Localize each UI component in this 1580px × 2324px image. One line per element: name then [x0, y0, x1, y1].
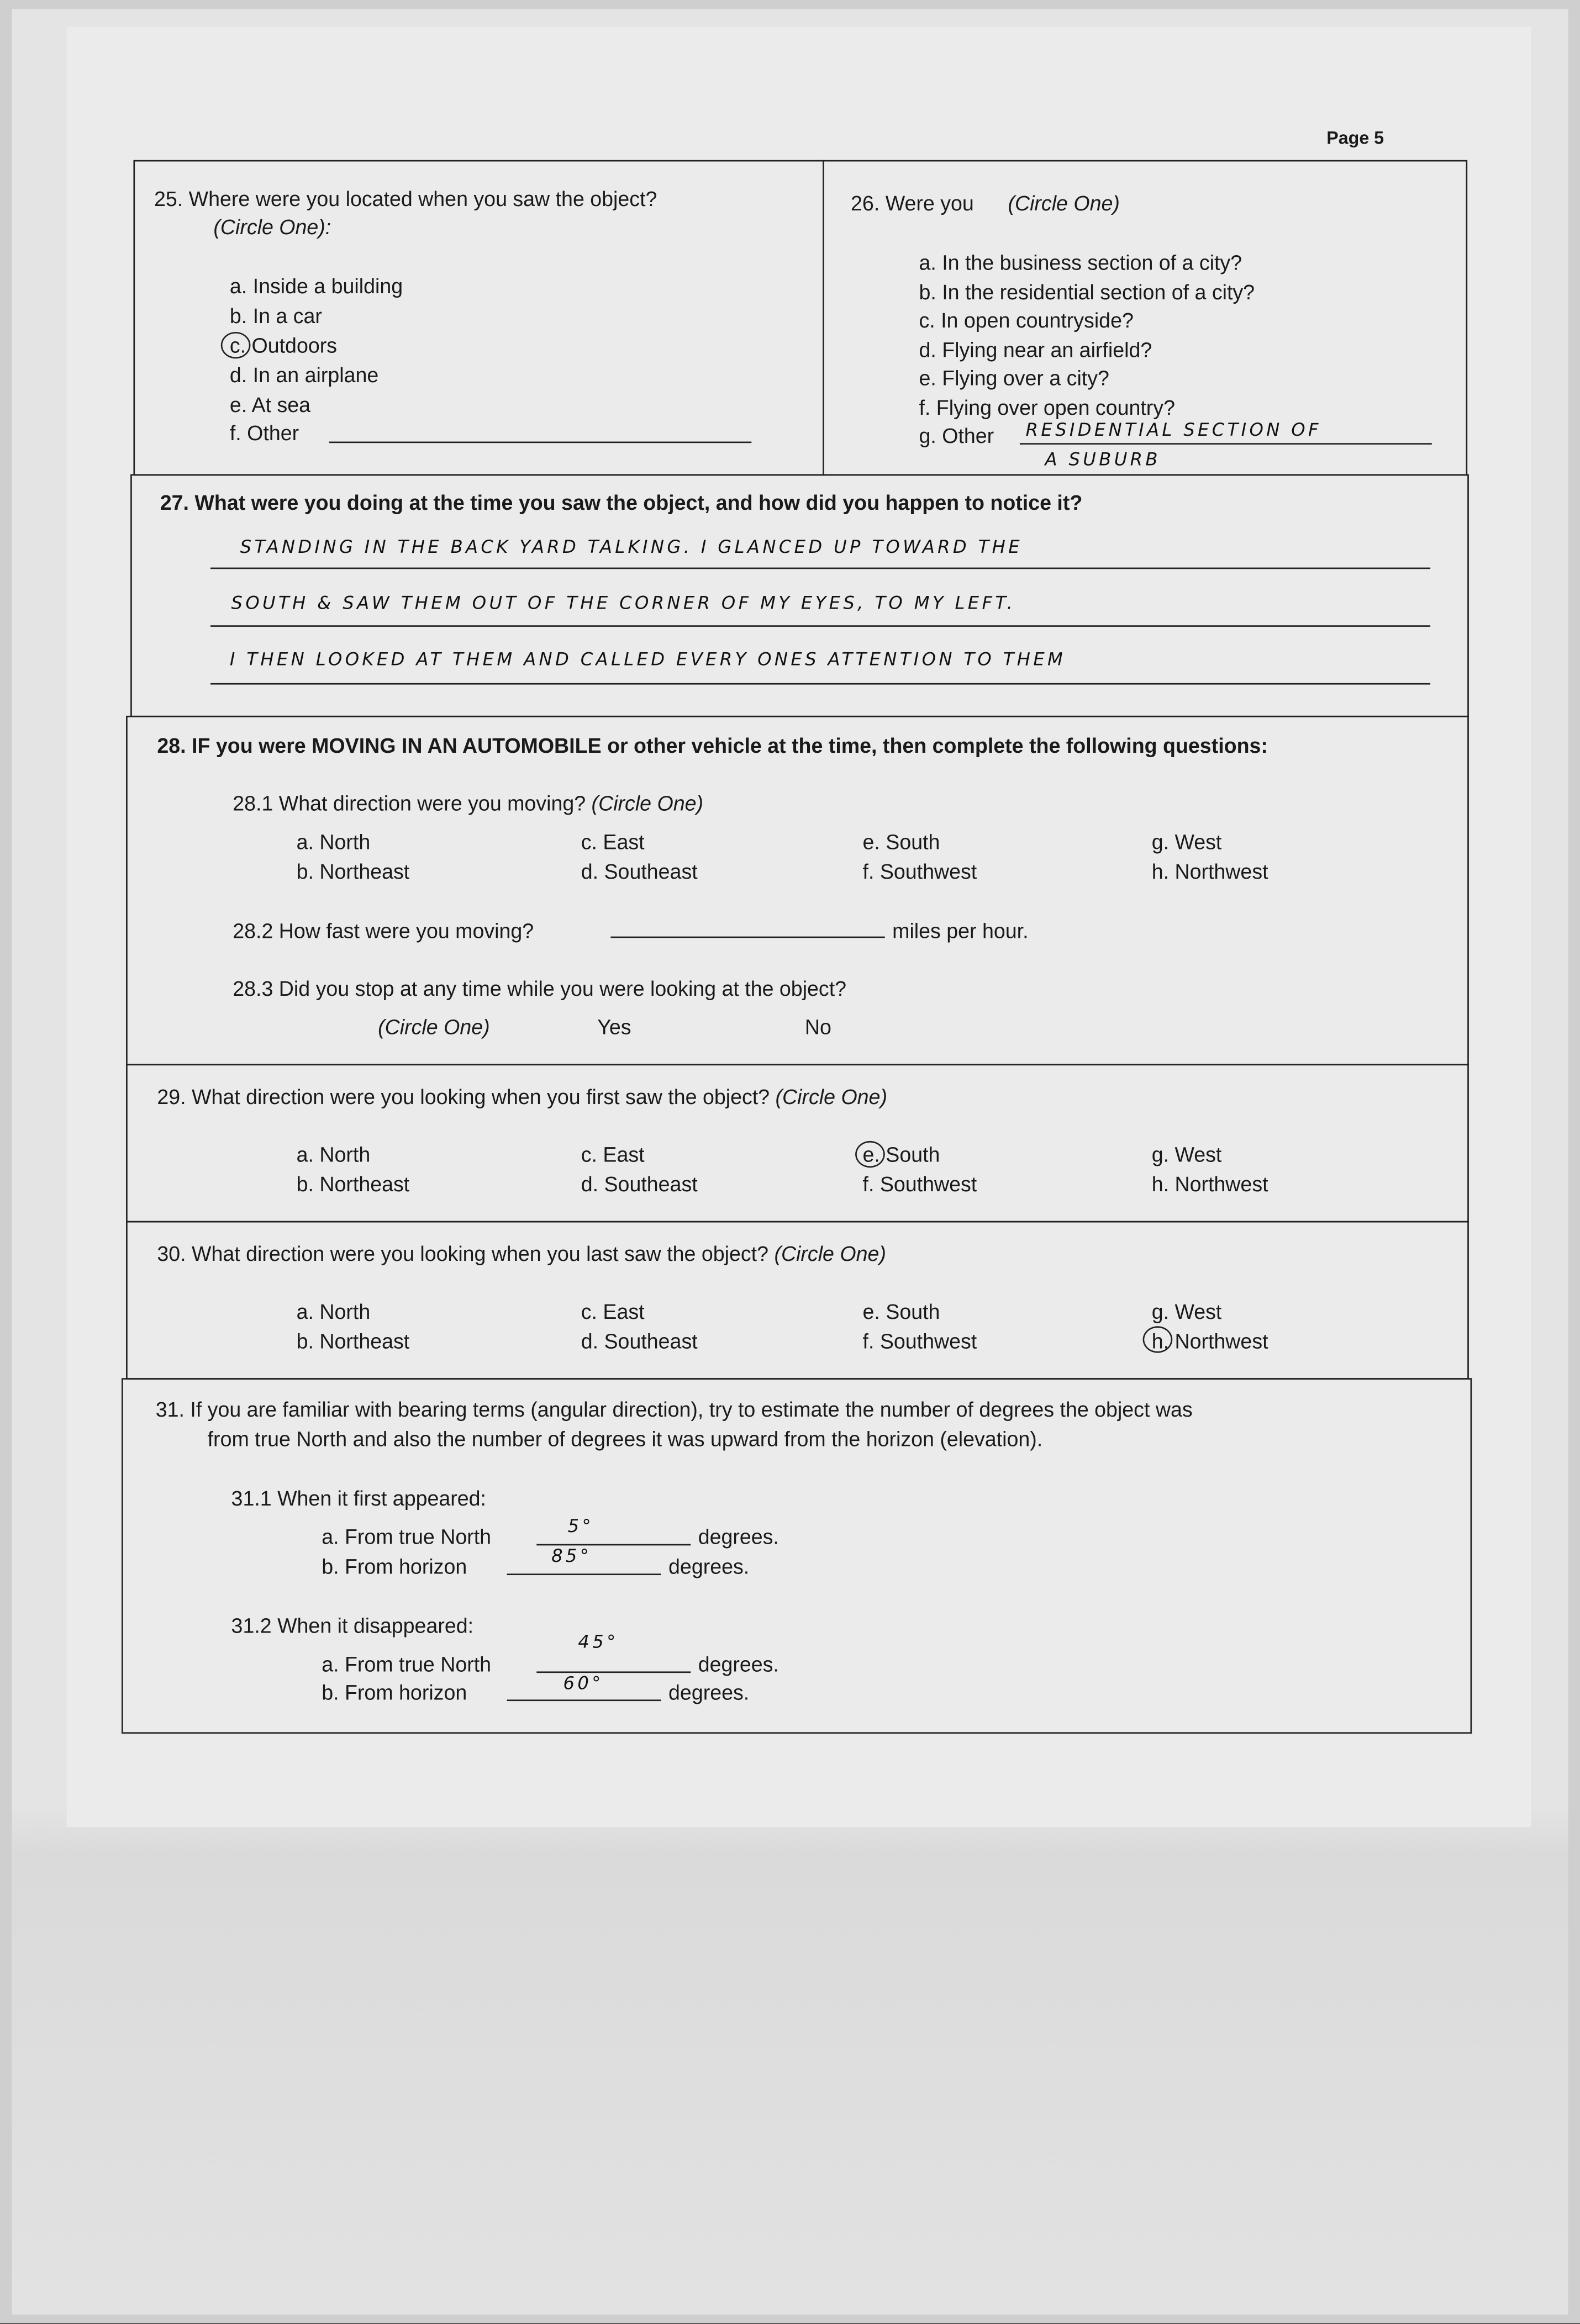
q28-2-label: 28.2 How fast were you moving? [233, 918, 534, 943]
q27-answer-line1: STANDING IN THE BACK YARD TALKING. I GLANCED UP TOWARD THE [240, 536, 1023, 557]
q26-option-g[interactable]: g. Other [919, 424, 994, 448]
q30-question [157, 1243, 886, 1264]
q26-other-answer-line2: A SUBURB [1045, 448, 1161, 470]
q29-option-a[interactable]: a. North [296, 1142, 371, 1166]
q25-option-d[interactable]: d. In an airplane [229, 363, 379, 387]
q28-3-circle: (Circle One) [378, 1015, 490, 1039]
q31-1-label: 31.1 When it first appeared: [231, 1486, 487, 1510]
q29-option-e[interactable]: e. South [862, 1142, 940, 1166]
q27-answer-rule [210, 568, 1430, 569]
q26-other-answer-line1: RESIDENTIAL SECTION OF [1025, 419, 1321, 440]
q26-other-field[interactable] [1020, 443, 1432, 445]
q28-1-label: 28.1 What direction were you moving? [233, 791, 586, 815]
page-number: Page 5 [1326, 127, 1384, 149]
q30-circle: (Circle One) [774, 1242, 886, 1266]
q31-1-a-value: 5° [567, 1515, 594, 1537]
q26-option-b[interactable]: b. In the residential section of a city? [919, 280, 1255, 304]
q26-circle-instruction: (Circle One) [1008, 191, 1120, 215]
q29-selected-circle [855, 1141, 885, 1168]
q25-selected-circle [221, 332, 251, 358]
q31-2-a-value: 45° [578, 1631, 619, 1652]
q28-2-suffix: miles per hour. [892, 918, 1029, 943]
q26-option-c[interactable]: c. In open countryside? [919, 308, 1134, 332]
q28-2-speed-field[interactable] [610, 937, 884, 938]
q28-box [126, 716, 1469, 1065]
q28-1-option-a[interactable]: a. North [296, 830, 371, 854]
q30-option-c[interactable]: c. East [581, 1299, 645, 1323]
q29-option-g[interactable]: g. West [1151, 1142, 1222, 1166]
q25-option-f[interactable]: f. Other [229, 420, 299, 445]
q27-answer-line2: SOUTH & SAW THEM OUT OF THE CORNER OF MY EYES, TO MY LEFT. [231, 593, 1016, 614]
q29-option-h[interactable]: h. Northwest [1151, 1172, 1268, 1196]
q26-option-e[interactable]: e. Flying over a city? [919, 366, 1109, 390]
q31-1-a-label: a. From true North [322, 1524, 492, 1549]
q30-option-f[interactable]: f. Southwest [862, 1329, 977, 1353]
q27-question: 27. What were you doing at the time you saw the object, and how did you happen to notice it? [160, 490, 1083, 515]
q28-1-question [233, 793, 703, 814]
q25-question: 25. Where were you located when you saw the object? [154, 187, 657, 210]
q30-option-e[interactable]: e. South [862, 1299, 940, 1323]
q29-circle: (Circle One) [775, 1084, 887, 1108]
q30-option-d[interactable]: d. Southeast [581, 1329, 698, 1353]
q30-option-a[interactable]: a. North [296, 1299, 371, 1323]
q30-option-b[interactable]: b. Northeast [296, 1329, 410, 1353]
q29-option-b[interactable]: b. Northeast [296, 1172, 410, 1196]
q28-question-caps: MOVING IN AN AUTOMOBILE [312, 733, 602, 758]
q31-1-b-label: b. From horizon [322, 1554, 467, 1578]
q27-answer-line3: I THEN LOOKED AT THEM AND CALLED EVERY ONES ATTENTION TO THEM [229, 649, 1066, 670]
q31-1-a-unit: degrees. [698, 1524, 779, 1549]
q27-answer-rule [210, 625, 1430, 627]
q31-2-b-field[interactable] [507, 1699, 661, 1701]
q25-option-b[interactable]: b. In a car [229, 304, 322, 328]
q30-selected-circle [1143, 1326, 1173, 1353]
q31-2-label: 31.2 When it disappeared: [231, 1613, 474, 1638]
q25-circle-instruction: (Circle One): [213, 215, 331, 239]
q30-option-g[interactable]: g. West [1151, 1299, 1222, 1323]
q28-3-yes[interactable]: Yes [597, 1015, 631, 1039]
q31-1-b-unit: degrees. [668, 1554, 750, 1578]
q29-question [157, 1086, 887, 1107]
q31-2-b-value: 60° [563, 1673, 604, 1694]
q28-question-pre: 28. IF you were [157, 733, 312, 758]
q26-question: 26. Were you [851, 191, 974, 215]
q25-option-e[interactable]: e. At sea [229, 392, 311, 416]
q28-3-no[interactable]: No [804, 1015, 831, 1039]
q29-option-d[interactable]: d. Southeast [581, 1172, 698, 1196]
q30-option-h[interactable]: h. Northwest [1151, 1329, 1268, 1353]
q26-option-f[interactable]: f. Flying over open country? [919, 395, 1175, 420]
q27-answer-rule [210, 683, 1430, 685]
q25-option-c[interactable]: c. Outdoors [229, 333, 338, 357]
q31-2-a-unit: degrees. [698, 1652, 779, 1676]
q31-2-a-field[interactable] [536, 1671, 691, 1673]
q25-option-a[interactable]: a. Inside a building [229, 274, 403, 298]
q31-1-b-field[interactable] [507, 1573, 661, 1575]
q28-1-option-h[interactable]: h. Northwest [1151, 859, 1268, 884]
q28-1-option-d[interactable]: d. Southeast [581, 859, 698, 884]
q31-1-b-value: 85° [551, 1545, 592, 1566]
q28-question [157, 735, 1268, 756]
q28-1-option-e[interactable]: e. South [862, 830, 940, 854]
q28-1-option-g[interactable]: g. West [1151, 830, 1222, 854]
q29-label: 29. What direction were you looking when you first saw the object? [157, 1084, 770, 1108]
divider [823, 160, 824, 476]
q26-option-d[interactable]: d. Flying near an airfield? [919, 337, 1152, 362]
q28-1-option-f[interactable]: f. Southwest [862, 859, 977, 884]
q29-option-c[interactable]: c. East [581, 1142, 645, 1166]
q28-1-option-c[interactable]: c. East [581, 830, 645, 854]
q31-question-line2: from true North and also the number of degrees it was upward from the horizon (elevation). [207, 1427, 1043, 1451]
q25-other-field[interactable] [329, 442, 752, 443]
q26-option-a[interactable]: a. In the business section of a city? [919, 250, 1242, 274]
q29-option-f[interactable]: f. Southwest [862, 1172, 977, 1196]
q31-2-b-unit: degrees. [668, 1680, 750, 1704]
q28-question-post: or other vehicle at the time, then complete the following questions: [601, 733, 1268, 758]
q28-1-option-b[interactable]: b. Northeast [296, 859, 410, 884]
q31-2-a-label: a. From true North [322, 1652, 492, 1676]
q31-question-line1: 31. If you are familiar with bearing terms (angular direction), try to estimate the number of degrees the object was [155, 1397, 1193, 1421]
q28-3-label: 28.3 Did you stop at any time while you were looking at the object? [233, 976, 847, 1001]
q31-2-b-label: b. From horizon [322, 1680, 467, 1704]
q28-1-circle: (Circle One) [591, 791, 704, 815]
q30-label: 30. What direction were you looking when you last saw the object? [157, 1242, 769, 1266]
